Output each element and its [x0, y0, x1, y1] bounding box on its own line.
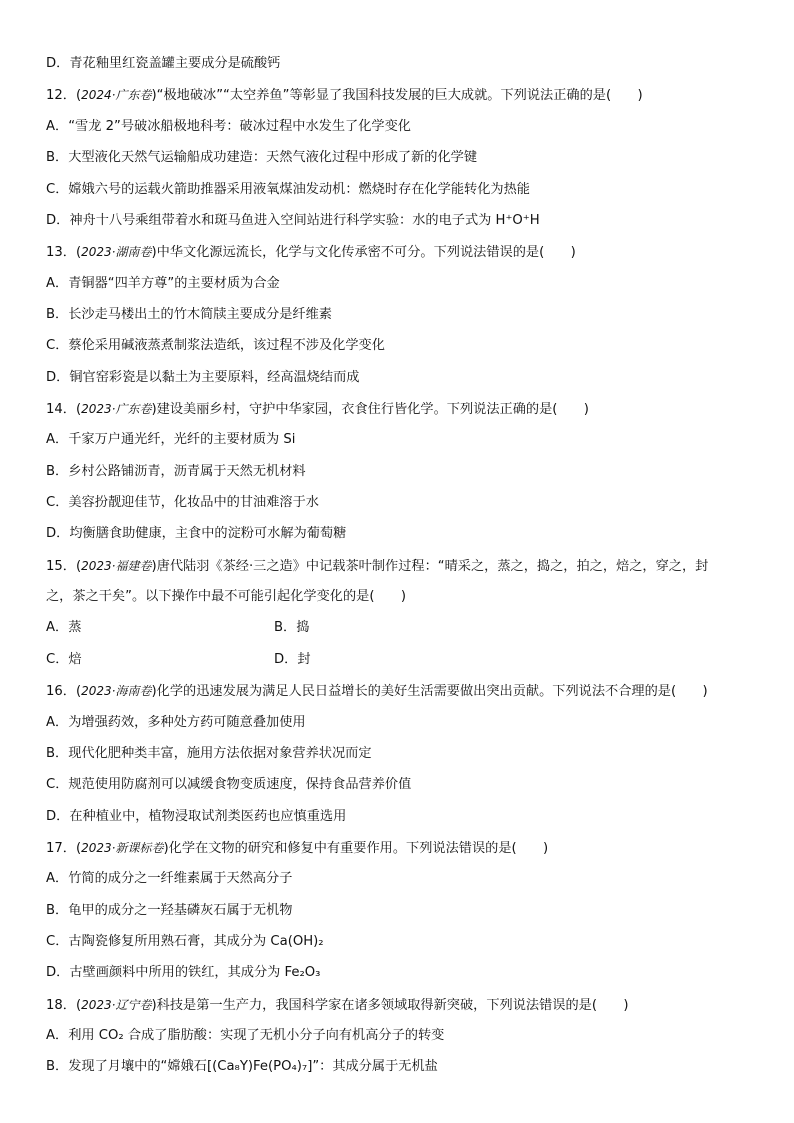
option-line	[46, 494, 319, 512]
option-line	[46, 1027, 444, 1045]
option-letter: A．	[46, 276, 69, 291]
option-text: 神舟十八号乘组带着水和斑马鱼进入空间站进行科学实验：水的电子式为 H⁺O⁺H	[69, 213, 540, 228]
question-number: 12．(	[46, 88, 82, 103]
question-source: 2023·海南卷	[81, 684, 152, 698]
option-line	[46, 181, 530, 199]
option-right: B．捣	[274, 620, 310, 635]
option-left: C．焙	[46, 652, 82, 667]
option-text: 发现了月壤中的“嫦娥石[(Ca₈Y)Fe(PO₄)₇]”：其成分属于无机盐	[68, 1059, 438, 1074]
option-pair	[46, 651, 758, 669]
option-line	[46, 1058, 438, 1076]
option-line	[46, 275, 280, 293]
option-line	[46, 902, 292, 920]
option-letter: A．	[46, 871, 69, 886]
option-left: A．蒸	[46, 620, 82, 635]
question-source: 2024·广东卷	[81, 88, 152, 102]
option-line	[46, 149, 477, 167]
option-letter: C．	[46, 777, 69, 792]
option-line	[46, 745, 372, 763]
question-text: )化学的迅速发展为满足人民日益增长的美好生活需要做出突出贡献。下列说法不合理的是( )	[151, 684, 708, 699]
question-number: 17．(	[46, 841, 82, 856]
option-letter: C．	[46, 338, 69, 353]
question-source: 2023·新课标卷	[81, 841, 164, 855]
option-line	[46, 964, 320, 982]
option-letter: B．	[46, 1059, 69, 1074]
option-letter: D．	[46, 370, 70, 385]
question-stem	[46, 996, 628, 1015]
option-text: 为增强药效，多种处方药可随意叠加使用	[68, 715, 306, 730]
question-stem	[46, 682, 708, 701]
question-stem	[46, 400, 589, 419]
question-number: 16．(	[46, 684, 82, 699]
option-line	[46, 337, 385, 355]
question-text: )“极地破冰”“太空养鱼”等彰显了我国科技发展的巨大成就。下列说法正确的是( )	[151, 88, 643, 103]
option-line	[46, 525, 346, 543]
question-stem	[46, 86, 643, 105]
option-line	[46, 463, 306, 481]
option-text: 利用 CO₂ 合成了脂肪酸：实现了无机小分子向有机高分子的转变	[68, 1028, 445, 1043]
option-text: 铜官窑彩瓷是以黏土为主要原料，经高温烧结而成	[69, 370, 360, 385]
option-line	[46, 118, 411, 136]
option-pair	[46, 619, 758, 637]
option-letter: A．	[46, 715, 69, 730]
question-text: )建设美丽乡村，守护中华家园，衣食住行皆化学。下列说法正确的是( )	[151, 402, 589, 417]
option-letter: D．	[46, 213, 70, 228]
option-text: “雪龙 2”号破冰船极地科考：破冰过程中水发生了化学变化	[68, 119, 411, 134]
option-letter: C．	[46, 495, 69, 510]
question-stem	[46, 557, 708, 576]
option-line	[46, 808, 346, 826]
option-text: 蔡伦采用碱液蒸煮制浆法造纸，该过程不涉及化学变化	[68, 338, 385, 353]
option-letter: B．	[46, 464, 69, 479]
option-letter: C．	[46, 934, 69, 949]
option-text: 在种植业中，植物浸取试剂类医药也应慎重选用	[69, 809, 347, 824]
question-text: )科技是第一生产力，我国科学家在诸多领域取得新突破，下列说法错误的是( )	[151, 998, 629, 1013]
question-text: )唐代陆羽《茶经·三之造》中记载茶叶制作过程：“晴采之，蒸之，捣之，拍之，焙之，穿之，封	[151, 559, 709, 574]
option-text: 美容扮靓迎佳节，化妆品中的甘油难溶于水	[68, 495, 319, 510]
option-letter: B．	[46, 746, 69, 761]
option-text: 古壁画颜料中所用的铁红，其成分为 Fe₂O₃	[69, 965, 321, 980]
question-stem	[46, 839, 548, 858]
option-text: 古陶瓷修复所用熟石膏，其成分为 Ca(OH)₂	[68, 934, 324, 949]
option-text: 乡村公路铺沥青，沥青属于天然无机材料	[68, 464, 306, 479]
option-text: 大型液化天然气运输船成功建造：天然气液化过程中形成了新的化学键	[68, 150, 478, 165]
option-letter: C．	[46, 182, 69, 197]
option-letter: B．	[46, 150, 69, 165]
option-text: 青花釉里红瓷盖罐主要成分是硫酸钙	[69, 56, 281, 71]
option-text: 规范使用防腐剂可以减缓食物变质速度，保持食品营养价值	[68, 777, 412, 792]
option-text: 青铜器“四羊方尊”的主要材质为合金	[68, 276, 280, 291]
option-text: 千家万户通光纤，光纤的主要材质为 Si	[68, 432, 296, 447]
option-line	[46, 55, 280, 73]
question-number: 18．(	[46, 998, 82, 1013]
option-line	[46, 714, 306, 732]
question-continuation: 之，茶之干矣”。以下操作中最不可能引起化学变化的是( )	[46, 589, 406, 604]
option-line	[46, 212, 540, 230]
question-number: 14．(	[46, 402, 82, 417]
question-source: 2023·福建卷	[81, 559, 152, 573]
option-letter: D．	[46, 526, 70, 541]
option-letter: D．	[46, 56, 70, 71]
option-line	[46, 431, 295, 449]
option-line	[46, 776, 411, 794]
option-letter: A．	[46, 1028, 69, 1043]
question-source: 2023·辽宁卷	[81, 998, 152, 1012]
option-text: 竹简的成分之一纤维素属于天然高分子	[68, 871, 293, 886]
option-line	[46, 870, 292, 888]
question-number: 15．(	[46, 559, 82, 574]
question-text: )化学在文物的研究和修复中有重要作用。下列说法错误的是( )	[163, 841, 549, 856]
option-letter: B．	[46, 307, 69, 322]
question-source: 2023·湖南卷	[81, 245, 152, 259]
question-text: )中华文化源远流长，化学与文化传承密不可分。下列说法错误的是( )	[151, 245, 576, 260]
option-text: 龟甲的成分之一羟基磷灰石属于无机物	[68, 903, 293, 918]
option-letter: D．	[46, 965, 70, 980]
option-letter: A．	[46, 432, 69, 447]
question-number: 13．(	[46, 245, 82, 260]
option-letter: B．	[46, 903, 69, 918]
option-text: 均衡膳食助健康，主食中的淀粉可水解为葡萄糖	[69, 526, 347, 541]
option-letter: D．	[46, 809, 70, 824]
option-line	[46, 369, 359, 387]
option-text: 现代化肥种类丰富，施用方法依据对象营养状况而定	[68, 746, 372, 761]
option-text: 长沙走马楼出土的竹木简牍主要成分是纤维素	[68, 307, 332, 322]
option-right: D．封	[274, 652, 311, 667]
option-line	[46, 933, 324, 951]
option-line	[46, 306, 332, 324]
option-letter: A．	[46, 119, 69, 134]
option-text: 嫦娥六号的运载火箭助推器采用液氧煤油发动机：燃烧时存在化学能转化为热能	[68, 182, 530, 197]
question-stem	[46, 243, 576, 262]
question-source: 2023·广东卷	[81, 402, 152, 416]
